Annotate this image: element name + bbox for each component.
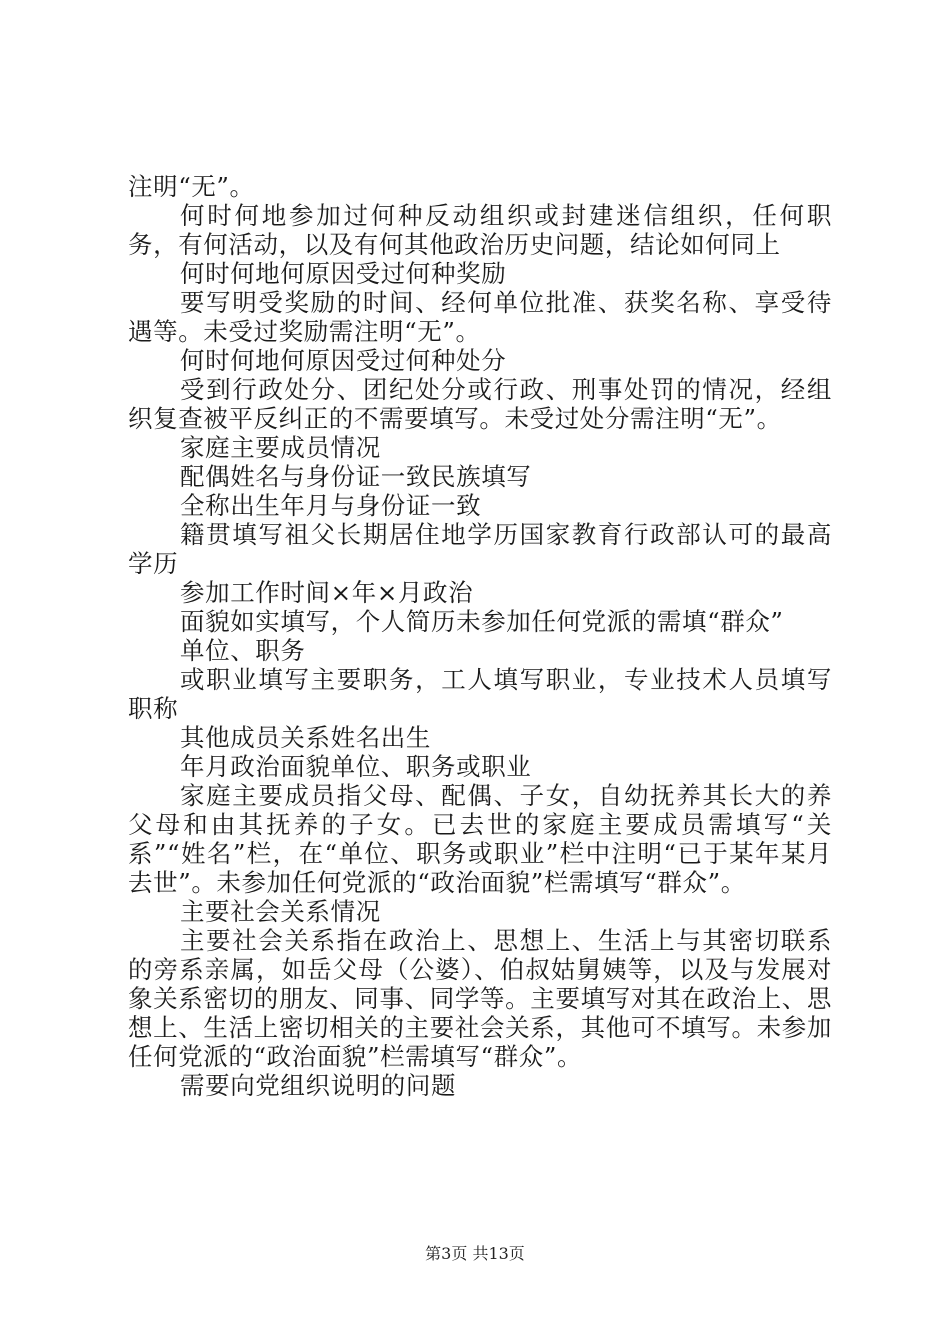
paragraph: 注明“无”。 [128, 172, 255, 201]
section-heading: 家庭主要成员情况 [180, 433, 381, 462]
paragraph: 受到行政处分、团纪处分或行政、刑事处罚的情况，经组织复查被平反纠正的不需要填写。未受过处分需注明“无”。 [128, 375, 832, 433]
paragraph: 全称出生年月与身份证一致 [180, 491, 482, 520]
paragraph: 面貌如实填写，个人简历未参加任何党派的需填“群众” [180, 607, 784, 636]
paragraph: 或职业填写主要职务，工人填写职业，专业技术人员填写职称 [128, 665, 832, 723]
paragraph: 单位、职务 [180, 636, 306, 665]
paragraph: 要写明受奖励的时间、经何单位批准、获奖名称、享受待遇等。未受过奖励需注明“无”。 [128, 288, 832, 346]
section-heading: 主要社会关系情况 [180, 897, 381, 926]
paragraph: 参加工作时间×年×月政治 [180, 578, 474, 607]
page-footer [0, 1244, 950, 1264]
paragraph: 何时何地参加过何种反动组织或封建迷信组织，任何职务，有何活动，以及有何其他政治历史问题，结论如何同上 [128, 201, 832, 259]
paragraph: 何时何地何原因受过何种处分 [180, 346, 507, 375]
document-body [128, 172, 832, 1100]
paragraph: 年月政治面貌单位、职务或职业 [180, 752, 532, 781]
paragraph: 家庭主要成员指父母、配偶、子女，自幼抚养其长大的养父母和由其抚养的子女。已去世的家庭主要成员需填写“关系”“姓名”栏，在“单位、职务或职业”栏中注明“已于某年某月去世”。未参加任何党派的“政治面貌”栏需填写“群众”。 [128, 781, 832, 897]
paragraph: 主要社会关系指在政治上、思想上、生活上与其密切联系的旁系亲属，如岳父母（公婆）、伯叔姑舅姨等，以及与发展对象关系密切的朋友、同事、同学等。主要填写对其在政治上、思想上、生活上密切相关的主要社会关系，其他可不填写。未参加任何党派的“政治面貌”栏需填写“群众”。 [128, 926, 832, 1071]
paragraph: 其他成员关系姓名出生 [180, 723, 431, 752]
section-heading: 需要向党组织说明的问题 [180, 1071, 457, 1100]
paragraph: 籍贯填写祖父长期居住地学历国家教育行政部认可的最高学历 [128, 520, 832, 578]
page-number: 第3页 共13页 [425, 1244, 525, 1263]
paragraph: 配偶姓名与身份证一致民族填写 [180, 462, 532, 491]
paragraph: 何时何地何原因受过何种奖励 [180, 259, 507, 288]
